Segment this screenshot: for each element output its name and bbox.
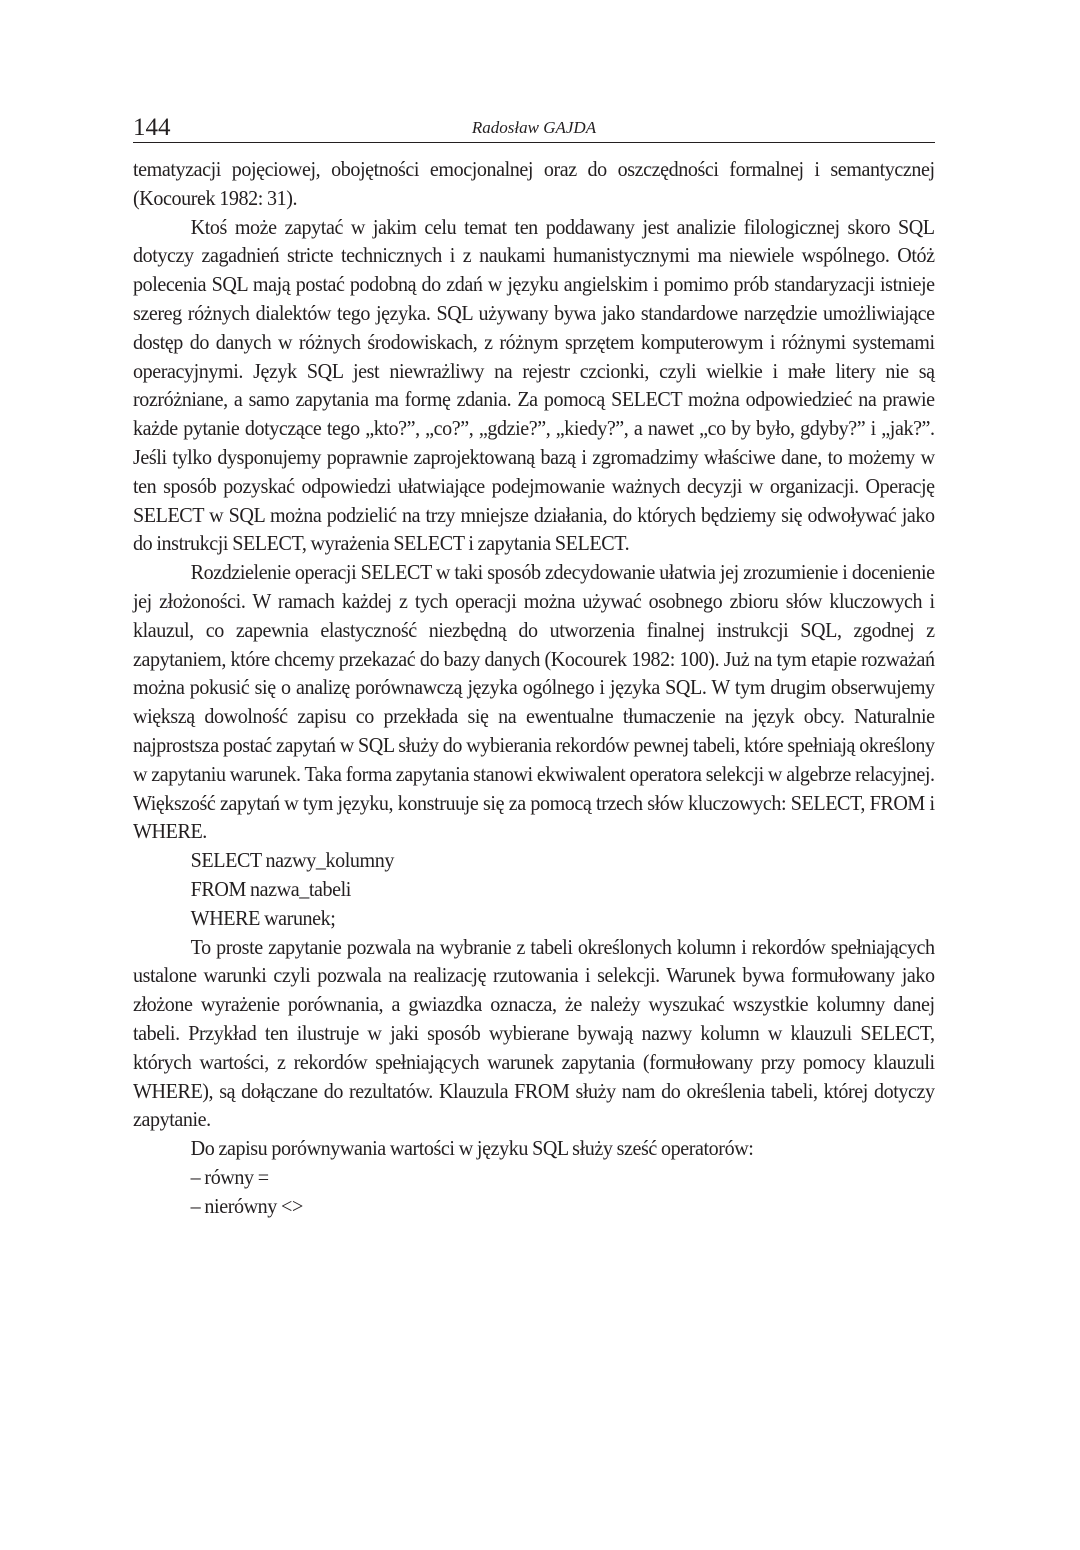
page-number: 144 (133, 114, 171, 141)
paragraph: Do zapisu porównywania wartości w języku SQL służy sześć operatorów: (190, 1136, 754, 1161)
code-line: SELECT nazwy_kolumny (190, 848, 394, 873)
paragraph-continuation: tematyzacji pojęciowej, obojętności emocjonalnej oraz do oszczędności formalnej i semantycznej (Kocourek 1982: 31). (133, 157, 935, 210)
list-item: – równy = (190, 1164, 269, 1189)
body-text (133, 155, 935, 1220)
paragraph: Ktoś może zapytać w jakim celu temat ten poddawany jest analizie filologicznej skoro SQL dotyczy zagadnień stricte technicznych i z naukami humanistycznymi ma niewiele wspólnego. Otóż polecenia SQL mają postać podobną do zdań w języku angielskim i pomimo prób standaryzacji istnieje szereg różnych dialektów tego języka. SQL używany bywa jako standardowe narzędzie umożliwiające dostęp do danych w różnych środowiskach, z różnym sprzętem komputerowym i różnymi systemami operacyjnymi. Język SQL jest niewrażliwy na rejestr czcionki, czyli wielkie i małe litery nie są rozróżniane, a samo zapytania ma formę zdania. Za pomocą SELECT można odpowiedzieć na prawie każde pytanie dotyczące tego „kto?”, „co?”, „gdzie?”, „kiedy?”, a nawet „co by było, gdyby?” i „jak?”. Jeśli tylko dysponujemy poprawnie zaprojektowaną bazą i zgromadzimy właściwe dane, to możemy w ten sposób pozyskać odpowiedzi ułatwiające podejmowanie ważnych decyzji w organizacji. Operację SELECT w SQL można podzielić na trzy mniejsze działania, do których będziemy się odwoływać jako do instrukcji SELECT, wyrażenia SELECT i zapytania SELECT. (133, 214, 935, 556)
running-title: Radosław GAJDA (471, 118, 597, 137)
sql-code-example (133, 846, 935, 932)
document-page (133, 112, 935, 1220)
code-line: FROM nazwa_tabeli (190, 876, 351, 901)
list-item: – nierówny <> (190, 1193, 303, 1218)
running-header (133, 112, 935, 143)
paragraph: To proste zapytanie pozwala na wybranie z tabeli określonych kolumn i rekordów spełniających ustalone warunki czyli pozwala na realizację rzutowania i selekcji. Warunek bywa formułowany jako złożone wyrażenie porównania, a gwiazdka oznacza, że należy wyszukać wszystkie kolumny danej tabeli. Przykład ten ilustruje w jaki sposób wybierane bywają nazwy kolumn w klauzuli SELECT, których wartości, z rekordów spełniających warunek zapytania (formułowany przy pomocy klauzuli WHERE), są dołączane do rezultatów. Klauzula FROM służy nam do określenia tabeli, której dotyczy zapytanie. (133, 934, 935, 1132)
paragraph: Rozdzielenie operacji SELECT w taki sposób zdecydowanie ułatwia jej zrozumienie i docenienie jej złożoności. W ramach każdej z tych operacji można używać osobnego zbioru słów kluczowych i klauzul, co zapewnia elastyczność niezbędną do utworzenia finalnej instrukcji SQL, zgodnej z zapytaniem, które chcemy przekazać do bazy danych (Kocourek 1982: 100). Już na tym etapie rozważań można pokusić się o analizę porównawczą języka ogólnego i języka SQL. W tym drugim obserwujemy większą dowolność zapisu co przekłada się na ewentualne tłumaczenie na język obcy. Naturalnie najprostsza postać zapytań w SQL służy do wybierania rekordów pewnej tabeli, które spełniają określony w zapytaniu warunek. Taka forma zapytania stanowi ekwiwalent operatora selekcji w algebrze relacyjnej. Większość zapytań w tym języku, konstruuje się za pomocą trzech słów kluczowych: SELECT, FROM i WHERE. (133, 560, 935, 844)
code-line: WHERE warunek; (190, 905, 336, 930)
operators-list (133, 1163, 935, 1221)
